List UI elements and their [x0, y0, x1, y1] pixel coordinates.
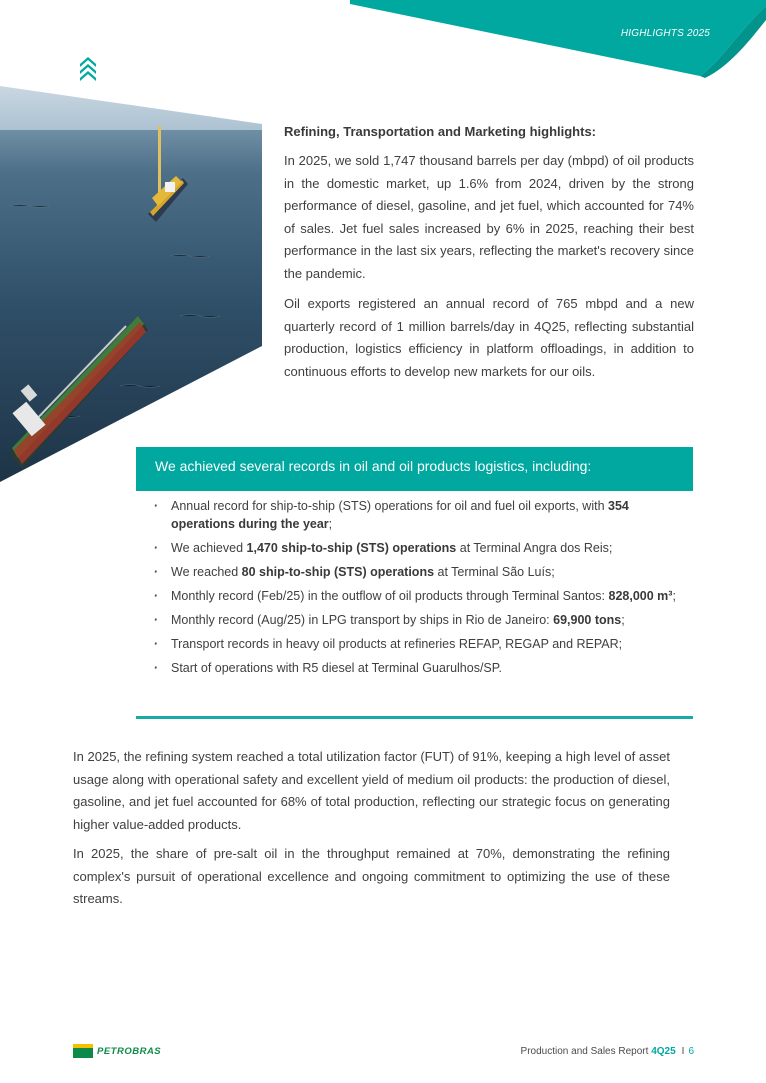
list-item — [152, 563, 682, 581]
list-item — [152, 587, 682, 605]
bullet: · — [154, 613, 159, 627]
list-item — [152, 539, 682, 557]
item-text: ; — [672, 589, 676, 603]
section-label: HIGHLIGHTS 2025 — [620, 28, 710, 39]
divider — [136, 716, 693, 719]
ships-photo — [0, 86, 262, 482]
intro-heading: Refining, Transportation and Marketing highlights: — [284, 124, 596, 139]
records-list — [152, 497, 682, 683]
footer-report-info — [521, 1046, 694, 1057]
item-text: Transport records in heavy oil products at refineries REFAP, REGAP and REPAR; — [171, 637, 623, 651]
item-text: at Terminal São Luís; — [434, 565, 555, 579]
item-bold: 828,000 m³ — [608, 589, 673, 603]
item-bold: 69,900 tons — [553, 613, 622, 627]
header-banner — [0, 0, 766, 80]
bullet: · — [154, 565, 159, 579]
list-item — [152, 659, 682, 677]
item-text: ; — [328, 517, 333, 531]
petrobras-logo — [73, 1043, 161, 1059]
report-label: Production and Sales Report — [520, 1046, 649, 1057]
records-title: We achieved several records in oil and oil products logistics, including: — [136, 447, 693, 491]
intro-paragraph: Oil exports registered an annual record of 765 mbpd and a new quarterly record of 1 million barrels/day in 4Q25, reflecting substantial production, logistics efficiency in platform offloadings, in addition to continuous efforts to develop new markets for our oils. — [284, 296, 694, 379]
item-text: ; — [621, 613, 625, 627]
item-text: We reached — [171, 565, 242, 579]
item-text: We achieved — [171, 541, 247, 555]
item-text: Monthly record (Aug/25) in LPG transport by ships in Rio de Janeiro: — [171, 613, 554, 627]
body-section — [73, 746, 670, 918]
br-logo-icon — [73, 1044, 93, 1058]
item-bold: 354 operations during the year — [171, 499, 629, 531]
page-number: 6 — [688, 1046, 694, 1057]
item-text: Start of operations with R5 diesel at Terminal Guarulhos/SP. — [171, 661, 502, 675]
list-item — [152, 635, 682, 653]
bullet: · — [154, 499, 159, 513]
item-bold: 80 ship-to-ship (STS) operations — [241, 565, 435, 579]
intro-paragraph: In 2025, we sold 1,747 thousand barrels per day (mbpd) of oil products in the domestic market, up 1.6% from 2024, driven by the strong performance of diesel, gasoline, and jet fuel, which accounted for 74% of sales. Jet fuel sales increased by 6% in 2025, reaching their best performance in the last six years, reflecting the market's recovery since the pandemic. — [284, 153, 694, 281]
double-chevron-up-icon — [78, 54, 98, 82]
header-banner-shape — [0, 0, 766, 80]
item-text: at Terminal Angra dos Reis; — [456, 541, 613, 555]
bullet: · — [154, 661, 159, 675]
intro-section — [284, 124, 694, 391]
item-text: Monthly record (Feb/25) in the outflow of oil products through Terminal Santos: — [171, 589, 609, 603]
body-paragraph: In 2025, the share of pre-salt oil in the throughput remained at 70%, demonstrating the refining complex's pursuit of operational excellence and ongoing commitment to optimizing the use of these streams. — [73, 846, 670, 906]
body-paragraph: In 2025, the refining system reached a total utilization factor (FUT) of 91%, keeping a high level of asset usage along with operational safety and excellent yield of medium oil products: the production of diesel, gasoline, and jet fuel accounted for 68% of total production, reflecting our strategic focus on generating higher value-added products. — [73, 749, 670, 832]
list-item — [152, 497, 682, 533]
bullet: · — [154, 637, 159, 651]
item-text: Annual record for ship-to-ship (STS) operations for oil and fuel oil exports, with — [171, 499, 609, 513]
item-bold: 1,470 ship-to-ship (STS) operations — [246, 541, 457, 555]
quarter-label: 4Q25 — [651, 1046, 676, 1057]
logo-text: PETROBRAS — [97, 1045, 162, 1057]
footer-separator: I — [681, 1046, 685, 1057]
bullet: · — [154, 541, 159, 555]
list-item — [152, 611, 682, 629]
bullet: · — [154, 589, 159, 603]
